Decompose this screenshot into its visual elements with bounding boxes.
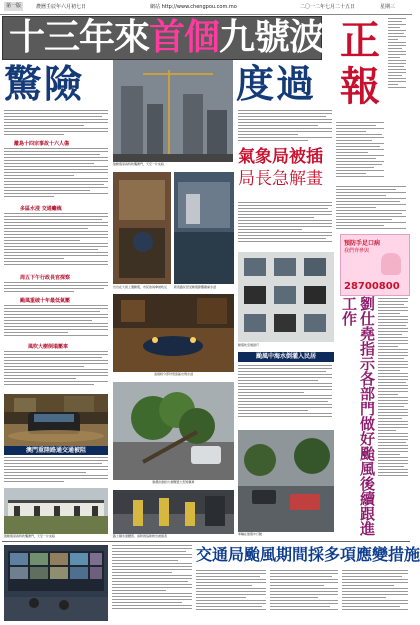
issue-date: 二〇一二年七月二十五日 [300, 4, 356, 10]
logo-char-2: 報 [340, 63, 380, 110]
bottom-article-text-left [112, 545, 192, 621]
ad-phone-number: 28700800 [344, 281, 400, 292]
caption-rescue: 路上積水達腰部，消防員協助救出被困者 [113, 534, 234, 538]
weather-headline [238, 146, 334, 202]
banner-right: 度過 [236, 62, 317, 106]
subhead-2: 多區水浸 交通癱瘓 [20, 206, 62, 212]
caption-fallen-tree: 颱風吹倒的大樹壓毀大型遊樂車 [113, 480, 234, 484]
right-article-text-2 [238, 365, 332, 427]
photo-rescue [113, 490, 234, 534]
headline-part3: 九號波 [219, 17, 325, 58]
ad-line-2: 我們齊參與 [344, 248, 370, 254]
bottom-divider [2, 541, 410, 542]
article-text-block-4 [4, 305, 108, 343]
caption-shop: 新馬路民居受颱風影響嚴重水浸 [174, 285, 234, 289]
right-article-text [238, 110, 332, 146]
photo-night-flood [113, 294, 234, 372]
weather-headline-line2: 局長急解畫 [238, 169, 323, 189]
caption-buildings: 強颱風韋森特吹襲澳門，天空一片灰暗 [113, 162, 233, 166]
caption-banner-left: 澳門重陸路通交通被阻 [4, 446, 108, 455]
masthead-strip [0, 0, 412, 15]
photo-flooded-shop [174, 172, 234, 284]
headline-part2: 首個 [149, 17, 220, 58]
article-text-block-1 [4, 148, 108, 204]
bottom-article-text-2 [270, 570, 338, 620]
vertical-headline: 劉仕堯指示各部門做好颱風後續跟進工作 [340, 296, 376, 536]
article-text-block-3 [4, 282, 108, 296]
weekday: 星期三 [380, 4, 396, 10]
caption-traffic-rain: 車輛在強風中行駛 [238, 532, 334, 536]
bottom-headline: 交通局颱風期間採多項應變措施 [196, 545, 420, 564]
page-number: 第一版 [6, 3, 22, 9]
photo-flooded-car [4, 394, 108, 446]
main-headline [2, 16, 325, 60]
subhead-5: 風吹大樹倒塌壓車 [28, 344, 69, 350]
photo-traffic-rain [238, 430, 334, 532]
contact-info-block [336, 186, 408, 232]
bottom-article-text-1 [196, 570, 266, 620]
health-ad[interactable] [340, 234, 410, 296]
article-text-block-5 [4, 351, 108, 393]
caption-umbrella: 出自在大街上遇颱風，市民的雨傘被吹反 [113, 285, 171, 289]
photo-flooded-interior [113, 172, 171, 284]
publisher-info-block [336, 122, 386, 182]
publisher-info-column [388, 18, 408, 136]
hand-icon [381, 253, 401, 275]
photo-buildings-crane [113, 60, 233, 166]
caption-border-crossing: 強颱風韋森特吹襲澳門，天空一片灰暗 [4, 534, 108, 538]
photo-fallen-tree [113, 382, 234, 480]
photo-control-room [4, 545, 108, 621]
lead-article-text [4, 110, 108, 140]
photo-broken-windows [238, 252, 334, 342]
subhead-4: 颱風重破十年最低氣壓 [20, 298, 71, 304]
ad-line-1: 預防手足口病 [344, 240, 381, 247]
bottom-article-text-3 [342, 570, 408, 620]
article-text-block-6 [4, 457, 108, 487]
subhead-3: 周五下午行政長官探察 [20, 275, 71, 281]
caption-banner-right: 颱風中海水倒灌入民居 [238, 352, 334, 362]
newspaper-logo [336, 18, 384, 118]
website-link[interactable]: 網站 http://www.chengpou.com.mo [150, 4, 237, 10]
caption-night-flood: 凌晨時分部份低窪區出現水浸 [113, 372, 234, 376]
photo-border-crossing [4, 488, 108, 534]
caption-broken-windows: 颱風吹至塌窗戶 [238, 343, 334, 347]
lunar-date: 農曆壬辰年六月初七日 [36, 4, 87, 10]
vertical-article-text [378, 298, 408, 538]
headline-part1: 十三年來 [9, 17, 150, 58]
subhead-1: 離島十四宗事故十六人傷 [14, 141, 70, 147]
weather-headline-line1: 氣象局被插 [238, 147, 323, 167]
article-text-block-2 [4, 213, 108, 273]
banner-left: 驚險 [4, 62, 85, 106]
logo-char-1: 正 [340, 17, 380, 64]
weather-article-text [238, 202, 332, 250]
